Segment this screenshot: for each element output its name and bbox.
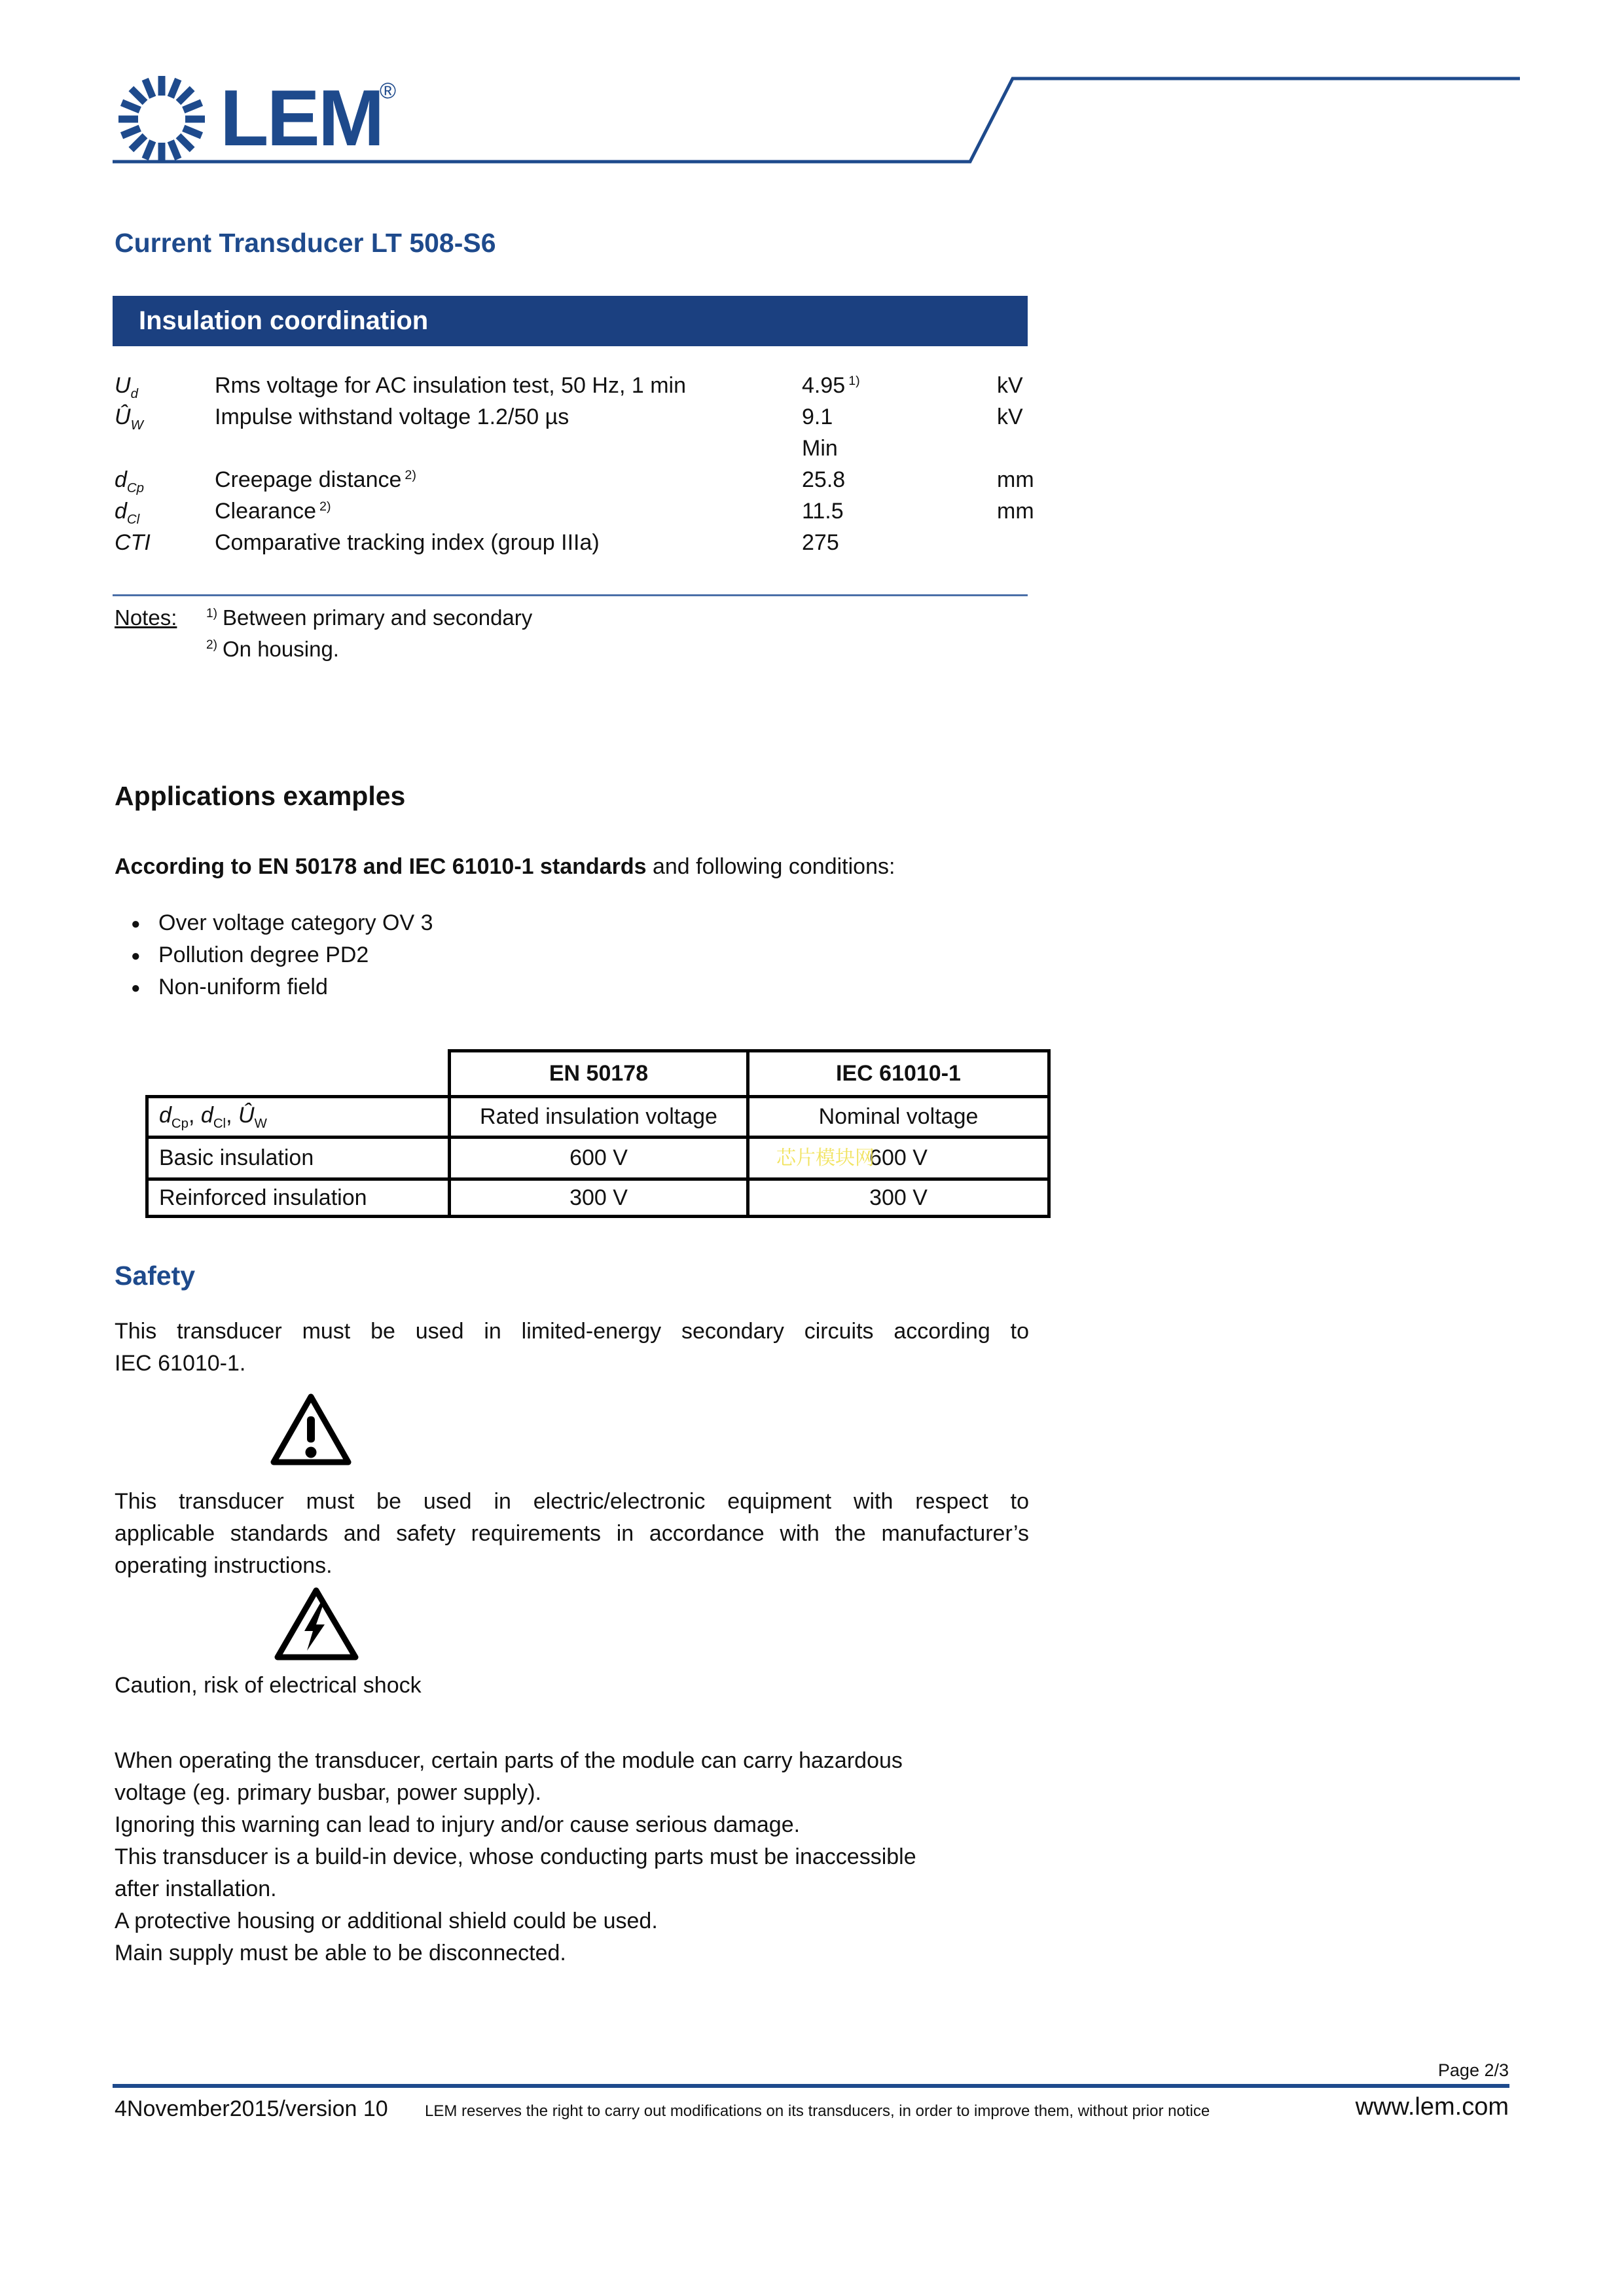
param-value: 9.1: [802, 404, 833, 429]
note-text: Between primary and secondary: [223, 605, 533, 630]
section-heading-applications: Applications examples: [115, 781, 406, 811]
electric-shock-warning-icon: [272, 1584, 361, 1664]
param-value: 11.5: [802, 499, 844, 524]
footer-divider: [113, 2084, 1509, 2088]
param-value-min-label: Min: [802, 436, 838, 461]
section-heading-safety: Safety: [115, 1261, 196, 1291]
paragraph-line: applicable standards and safety requirements in accordance with the manufacturer’s: [115, 1521, 1029, 1546]
table-cell-rated-insulation-voltage: Rated insulation voltage: [450, 1097, 748, 1138]
param-description: Comparative tracking index (group IIIa): [215, 530, 600, 555]
table-cell-value: 300 V: [450, 1179, 748, 1217]
paragraph-line: voltage (eg. primary busbar, power supply).: [115, 1780, 541, 1805]
table-row-label: Reinforced insulation: [147, 1179, 450, 1217]
standards-rest-text: and following conditions:: [646, 854, 895, 879]
table-header-en50178: EN 50178: [450, 1051, 748, 1097]
paragraph-line: IEC 61010-1.: [115, 1351, 246, 1376]
safety-paragraph-1: [115, 1316, 1029, 1380]
notes-label: Notes:: [115, 605, 177, 630]
paragraph-line: operating instructions.: [115, 1553, 333, 1578]
param-symbol: $U_d$: [115, 373, 138, 401]
param-row: [115, 530, 1031, 560]
param-symbol: $d_{Cp}$: [115, 467, 144, 495]
param-description: Creepage distance $^{2)}$: [215, 467, 416, 492]
safety-paragraph-2: [115, 1486, 1029, 1582]
param-description: Clearance $^{2)}$: [215, 499, 331, 524]
footer-date-version: 4November2015/version 10: [115, 2096, 388, 2121]
table-cell-value: 600 V: [748, 1138, 1049, 1179]
page-header-graphic: [0, 0, 1624, 196]
table-cell-value: 300 V: [748, 1179, 1049, 1217]
param-row: [115, 436, 1031, 466]
safety-warning-paragraph: [115, 1745, 1044, 1969]
page-title: Current Transducer LT 508-S6: [115, 228, 496, 258]
watermark-text: 芯片模块网: [776, 1147, 875, 1169]
param-symbol: $Û_W$: [115, 404, 143, 433]
note-superscript: 1): [206, 607, 218, 620]
param-row: [115, 499, 1034, 529]
paragraph-line: Ignoring this warning can lead to injury and/or cause serious damage.: [115, 1812, 801, 1837]
param-description: Rms voltage for AC insulation test, 50 Hz, 1 min: [215, 373, 686, 398]
registered-mark: ®: [380, 79, 397, 103]
list-item: ● Over voltage category OV 3: [131, 907, 433, 939]
table-symbols-cell: $d_{Cp}$, $d_{Cl}$, $Û_W$: [147, 1097, 450, 1138]
standards-conditions-line: [115, 854, 895, 880]
caution-text: Caution, risk of electrical shock: [115, 1673, 422, 1698]
table-row-label: Basic insulation: [147, 1138, 450, 1179]
note-text: On housing.: [223, 637, 339, 661]
paragraph-line: A protective housing or additional shield could be used.: [115, 1909, 658, 1933]
paragraph-line: This transducer must be used in limited-energy secondary circuits according to: [115, 1319, 1029, 1344]
table-cell-nominal-voltage: Nominal voltage: [748, 1097, 1049, 1138]
param-value: 4.95 $^{1)}$: [802, 373, 860, 398]
standards-table: [145, 1049, 1051, 1218]
paragraph-line: When operating the transducer, certain parts of the module can carry hazardous: [115, 1748, 903, 1773]
param-description: Impulse withstand voltage 1.2/50 µs: [215, 404, 569, 429]
list-item: ● Non-uniform field: [131, 971, 433, 1003]
param-symbol: $d_{Cl}$: [115, 499, 140, 527]
note-superscript: 2): [206, 638, 218, 652]
param-value: 25.8: [802, 467, 846, 492]
note-item: [206, 637, 339, 662]
paragraph-line: This transducer must be used in electric/electronic equipment with respect to: [115, 1489, 1029, 1514]
param-value: 275: [802, 530, 839, 555]
note-item: [206, 605, 532, 630]
paragraph-line: Main supply must be able to be disconnected.: [115, 1941, 566, 1965]
param-symbol: CTI: [115, 530, 151, 555]
footer-website-link[interactable]: www.lem.com: [1355, 2093, 1509, 2121]
paragraph-line: after installation.: [115, 1876, 277, 1901]
list-item: ● Pollution degree PD2: [131, 939, 433, 971]
notes-divider: [113, 594, 1028, 596]
param-row: [115, 373, 1031, 403]
lem-starburst-icon: [118, 76, 205, 162]
footer-disclaimer: LEM reserves the right to carry out modifications on its transducers, in order to improve them, without prior notice: [425, 2102, 1210, 2120]
paragraph-line: This transducer is a build-in device, whose conducting parts must be inaccessible: [115, 1844, 916, 1869]
table-cell-value: 600 V: [450, 1138, 748, 1179]
table-header-iec61010: IEC 61010-1: [748, 1051, 1049, 1097]
param-row: [115, 467, 1034, 497]
section-header-insulation-coordination: Insulation coordination: [113, 296, 1028, 346]
param-unit: kV: [997, 404, 1023, 429]
conditions-list: [131, 907, 433, 1003]
standards-bold-text: According to EN 50178 and IEC 61010-1 standards: [115, 854, 647, 879]
param-row: [115, 404, 1031, 435]
warning-exclamation-icon: [268, 1390, 353, 1469]
page-number: Page 2/3: [1437, 2060, 1509, 2080]
table-blank-cell: [147, 1051, 450, 1097]
param-unit: kV: [997, 373, 1023, 398]
param-unit: mm: [997, 467, 1034, 492]
lem-logo-text: LEM: [220, 73, 383, 162]
param-unit: mm: [997, 499, 1034, 524]
